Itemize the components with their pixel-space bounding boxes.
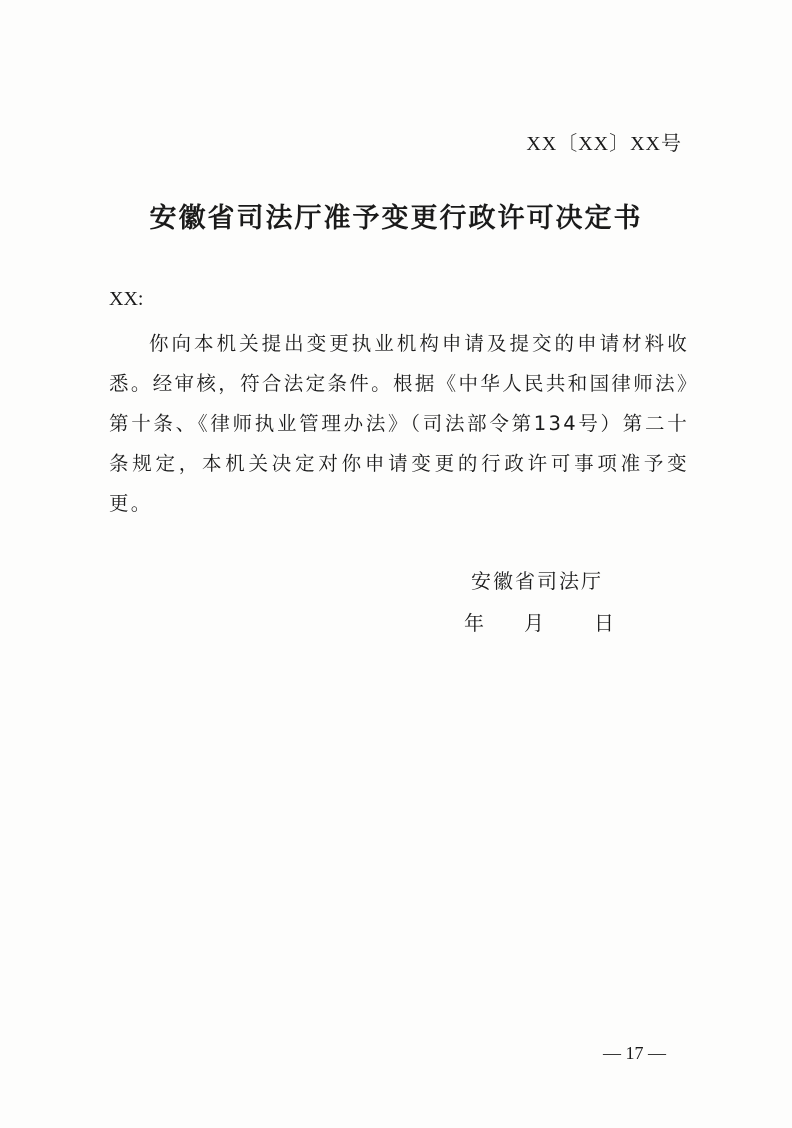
document-number: XX〔XX〕XX号 [526, 133, 682, 155]
body-paragraph: 你向本机关提出变更执业机构申请及提交的申请材料收悉。经审核，符合法定条件。根据《中华人民共和国律师法》第十条、《律师执业管理办法》（司法部令第134号）第二十条规定，本机关决定对你申请变更的行政许可事项准予变更。 [109, 332, 689, 515]
issuing-authority: 安徽省司法厅 [471, 569, 603, 593]
date-month-label: 月 [524, 611, 544, 635]
document-title: 安徽省司法厅准予变更行政许可决定书 [149, 203, 643, 234]
page-number: — 17 — [603, 1043, 666, 1063]
date-line [464, 607, 614, 636]
date-day-label: 日 [594, 611, 614, 635]
date-year-label: 年 [464, 611, 484, 635]
salutation: XX: [109, 288, 144, 310]
